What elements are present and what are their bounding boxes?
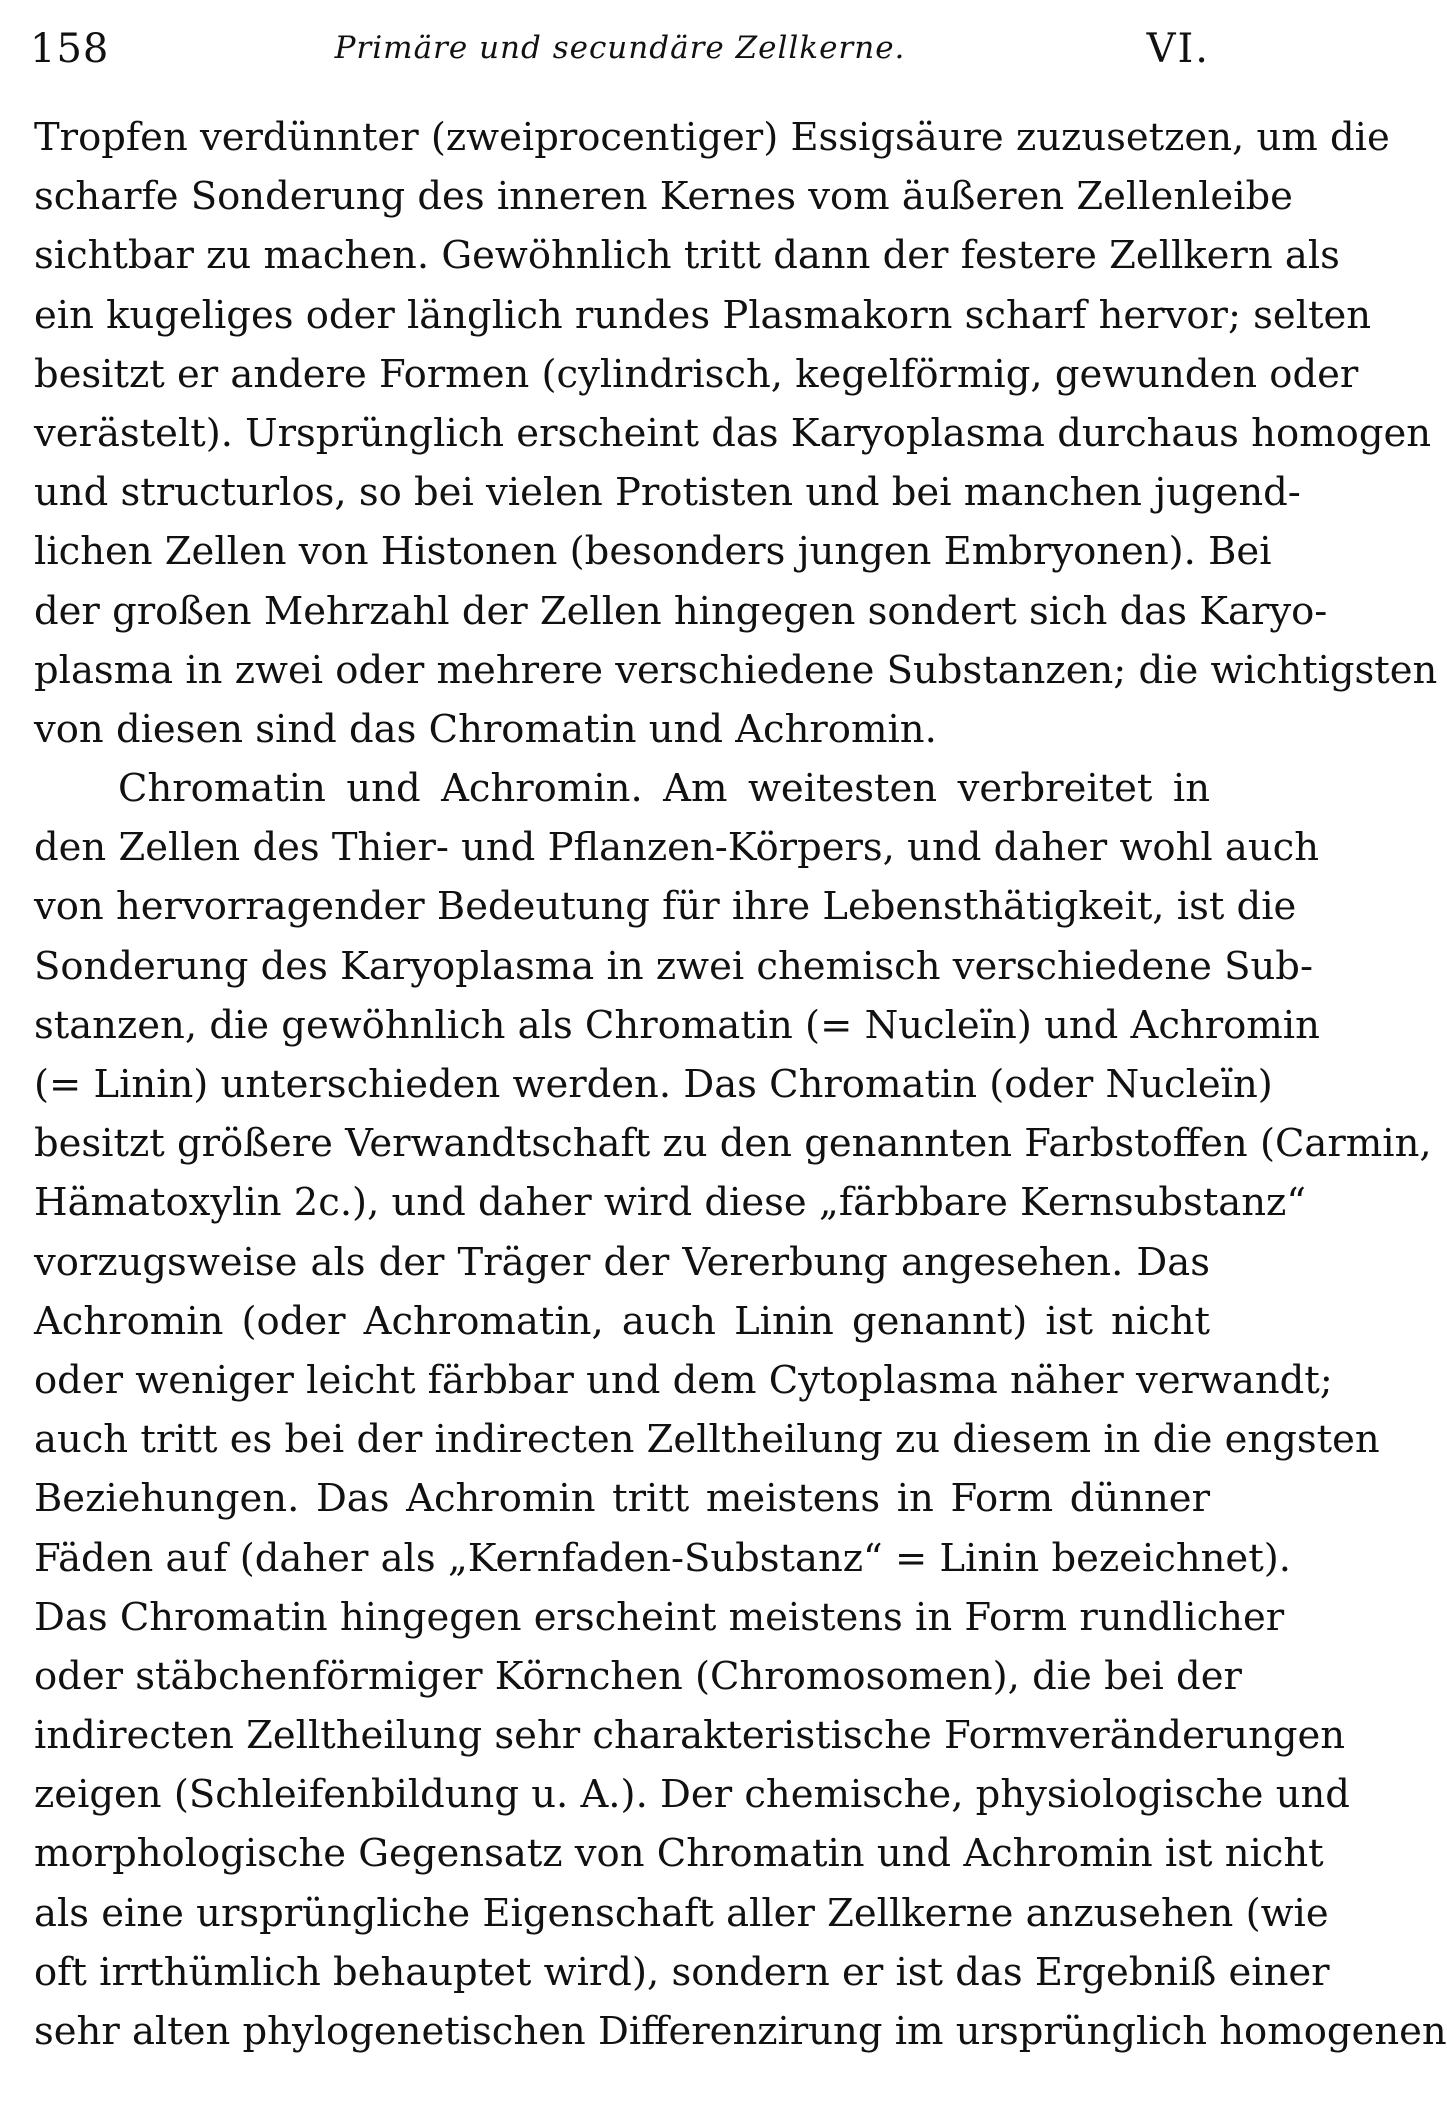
page-number: 158 [30, 26, 110, 72]
text-line: besitzt größere Verwandtschaft zu den genannten Farbstoffen (Carmin, [34, 1121, 1432, 1167]
text-line: scharfe Sonderung des inneren Kernes vom äußeren Zellenleibe [34, 174, 1293, 220]
body-text [34, 108, 1447, 2061]
text-line: von hervorragender Bedeutung für ihre Lebensthätigkeit, ist die [34, 884, 1297, 930]
text-line: Sonderung des Karyoplasma in zwei chemisch verschiedene Sub- [34, 943, 1313, 989]
text-line: der großen Mehrzahl der Zellen hingegen sondert sich das Karyo- [34, 588, 1328, 634]
text-line: Beziehungen. Das Achromin tritt meistens in Form dünner [34, 1476, 1210, 1522]
text-line: oder weniger leicht färbbar und dem Cytoplasma näher verwandt; [34, 1357, 1333, 1403]
text-line: Tropfen verdünnter (zweiprocentiger) Essigsäure zuzusetzen, um die [34, 115, 1390, 160]
text-line: indirecten Zelltheilung sehr charakteristische Formveränderungen [34, 1713, 1346, 1759]
text-line: Achromin (oder Achromatin, auch Linin genannt) ist nicht [34, 1298, 1210, 1344]
text-line: plasma in zwei oder mehrere verschiedene Substanzen; die wichtigsten [34, 647, 1438, 693]
text-line: sichtbar zu machen. Gewöhnlich tritt dann der festere Zellkern als [34, 233, 1340, 279]
text-line: vorzugsweise als der Träger der Vererbung angesehen. Das [34, 1239, 1210, 1285]
text-line: Hämatoxylin 2c.), und daher wird diese „färbbare Kernsubstanz“ [34, 1180, 1307, 1226]
text-line: (= Linin) unterschieden werden. Das Chromatin (oder Nucleïn) [34, 1062, 1273, 1107]
text-line: Das Chromatin hingegen erscheint meistens in Form rundlicher [34, 1594, 1285, 1640]
text-line: lichen Zellen von Histonen (besonders jungen Embryonen). Bei [34, 529, 1272, 575]
text-line: ein kugeliges oder länglich rundes Plasmakorn scharf hervor; selten [34, 292, 1372, 338]
text-line: auch tritt es bei der indirecten Zelltheilung zu diesem in die engsten [34, 1417, 1380, 1463]
section-heading-line: Chromatin und Achromin. Am weitesten verbreitet in [118, 766, 1210, 812]
text-line: oder stäbchenförmiger Körnchen (Chromosomen), die bei der [34, 1653, 1242, 1699]
text-line: Fäden auf (daher als „Kernfaden-Substanz“ = Linin bezeichnet). [34, 1535, 1291, 1581]
text-line: morphologische Gegensatz von Chromatin und Achromin ist nicht [34, 1831, 1324, 1877]
text-line: besitzt er andere Formen (cylindrisch, kegelförmig, gewunden oder [34, 351, 1359, 397]
text-line: den Zellen des Thier- und Pflanzen-Körpers, und daher wohl auch [34, 825, 1320, 871]
text-line: sehr alten phylogenetischen Differenzirung im ursprünglich homogenen [34, 2009, 1447, 2054]
text-line: verästelt). Ursprünglich erscheint das Karyoplasma durchaus homogen [34, 410, 1432, 456]
paragraph-end-line: von diesen sind das Chromatin und Achromin. [34, 706, 937, 752]
page-header [30, 18, 1210, 78]
text-line: stanzen, die gewöhnlich als Chromatin (= Nucleïn) und Achromin [34, 1002, 1320, 1048]
text-line: als eine ursprüngliche Eigenschaft aller Zellkerne anzusehen (wie [34, 1890, 1329, 1936]
text-line: oft irrthümlich behauptet wird), sondern er ist das Ergebniß einer [34, 1949, 1330, 1995]
chapter-number: VI. [1146, 26, 1210, 72]
text-line: und structurlos, so bei vielen Protisten und bei manchen jugend- [34, 470, 1301, 516]
text-line: zeigen (Schleifenbildung u. A.). Der chemische, physiologische und [34, 1772, 1350, 1818]
running-title: Primäre und secundäre Zellkerne. [334, 30, 906, 66]
